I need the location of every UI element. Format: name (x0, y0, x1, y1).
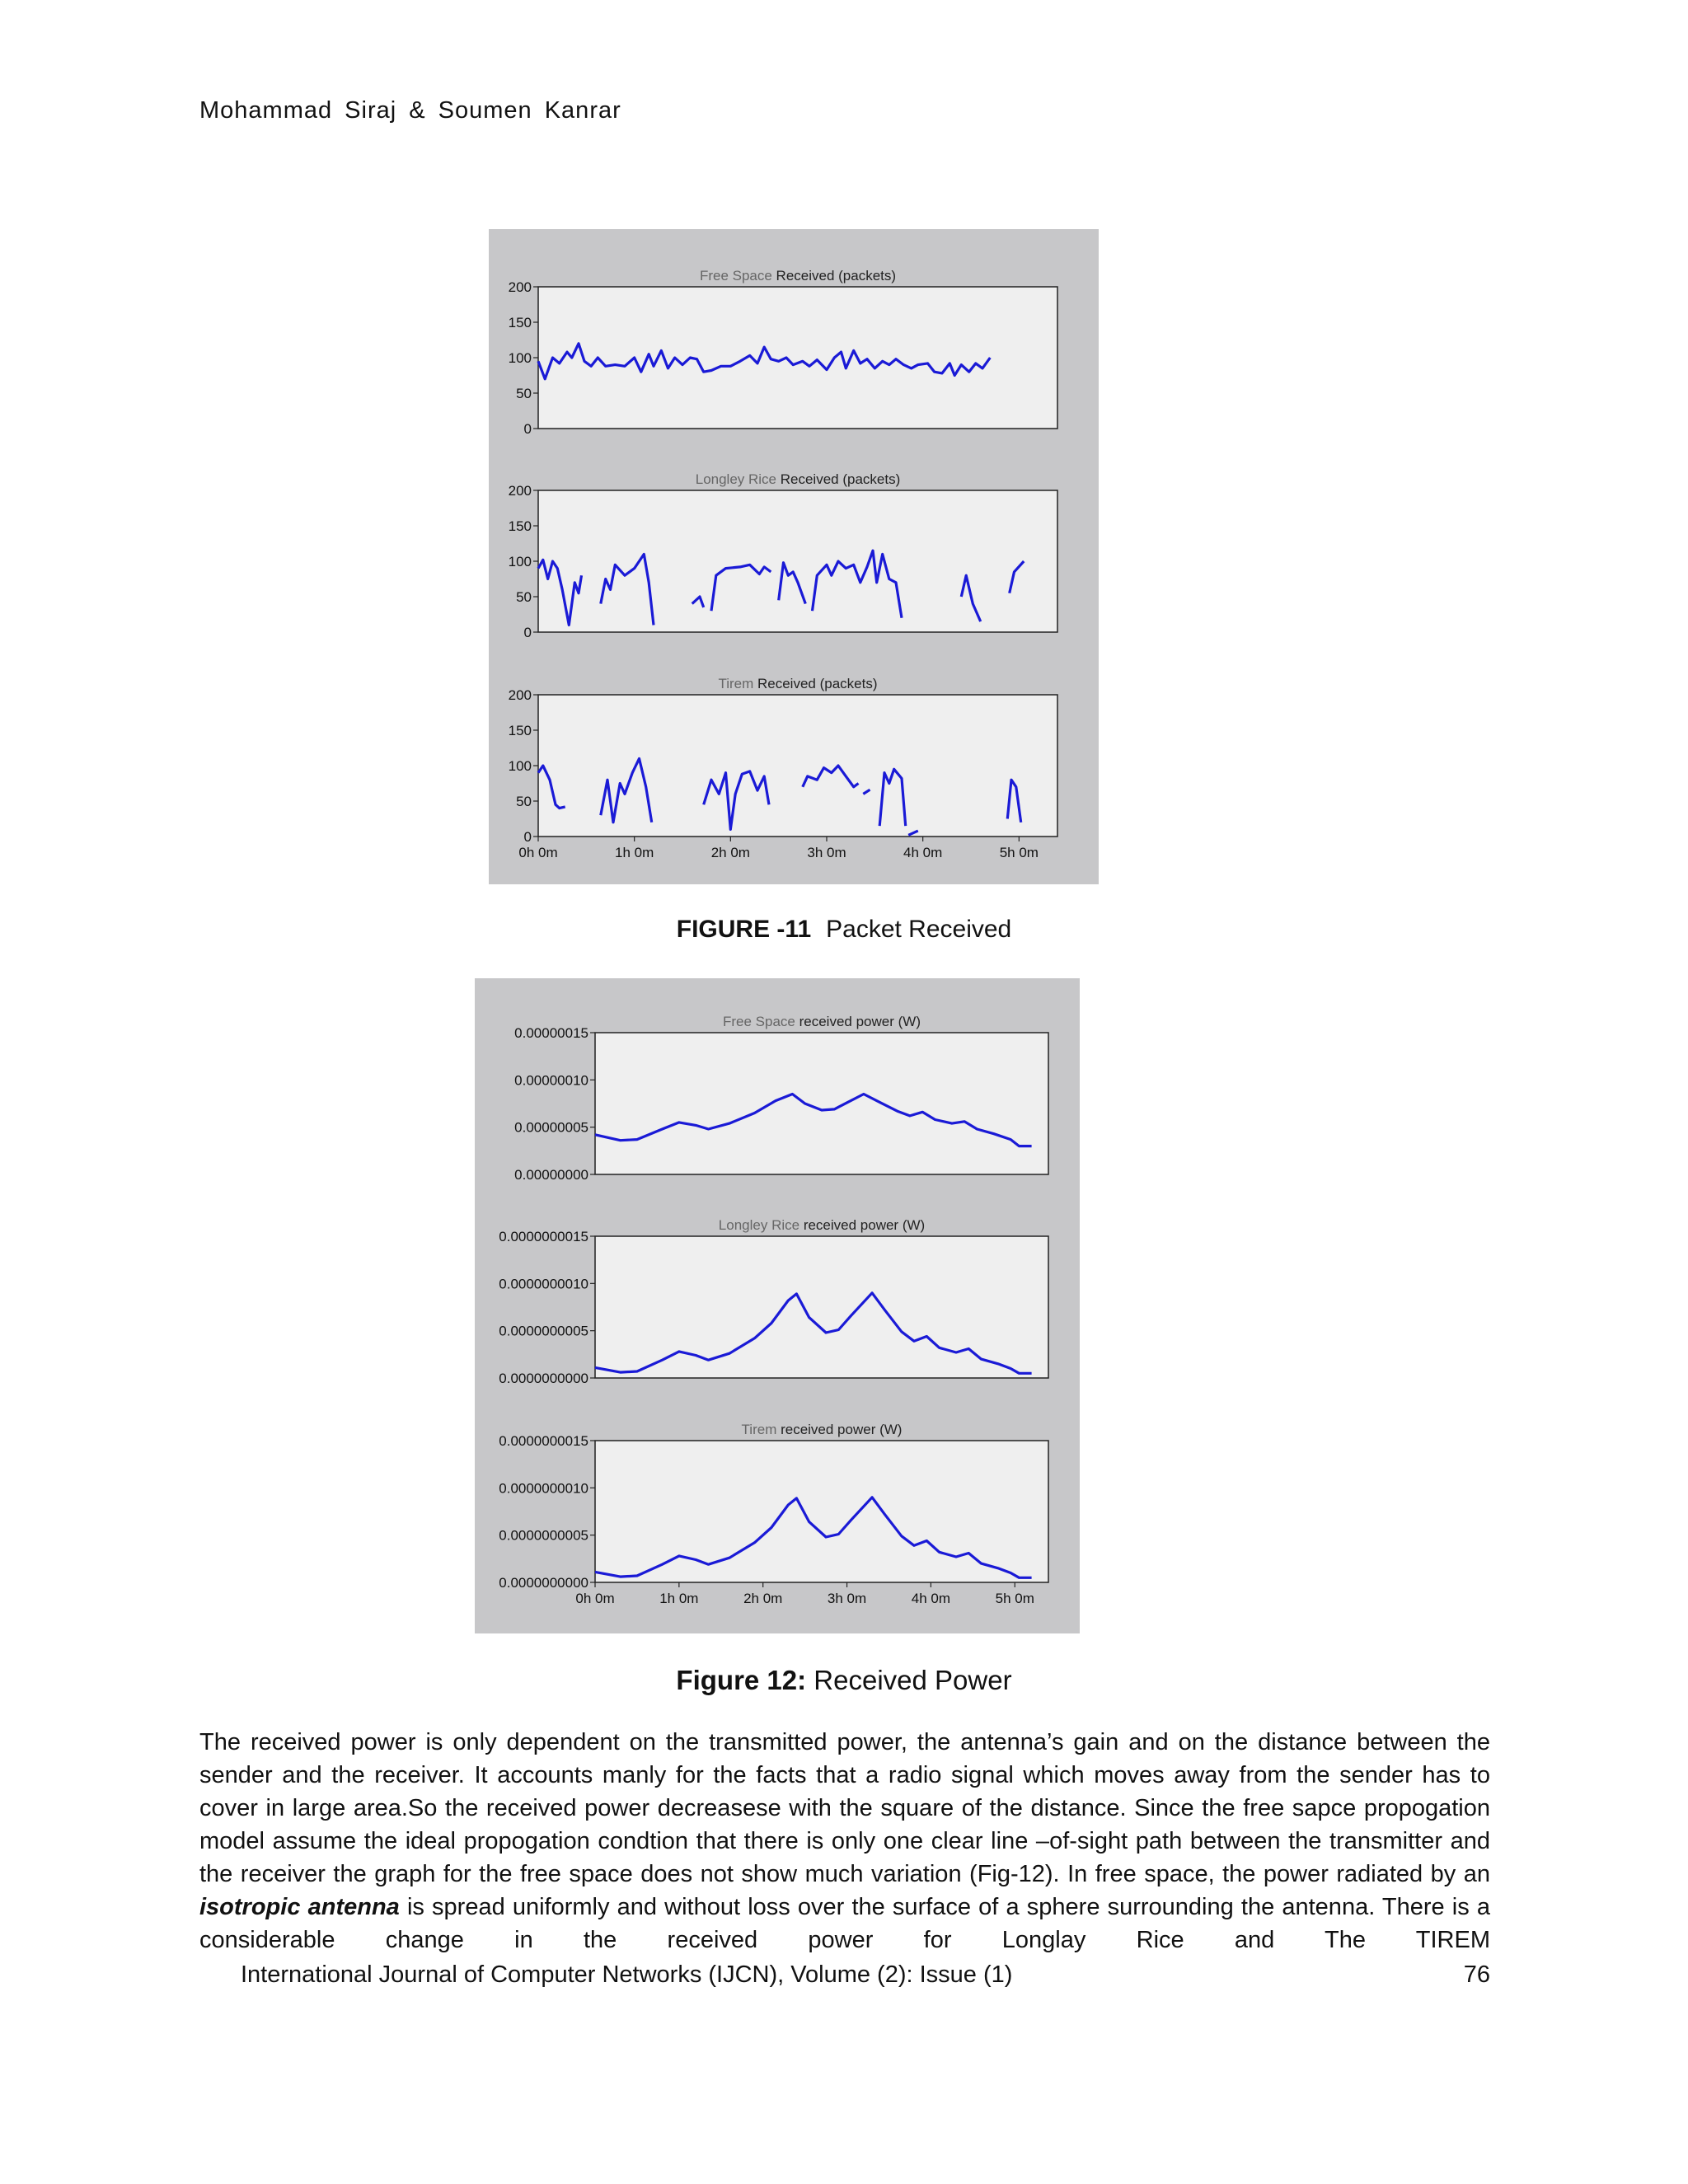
chart-title-text: received power (W) (803, 1217, 926, 1233)
chart-3 (514, 1014, 1048, 1183)
body-paragraph (199, 1726, 1490, 1957)
y-tick-label: 0 (523, 625, 532, 640)
y-tick-label: 100 (508, 758, 532, 774)
y-tick-label: 0.0000000015 (499, 1433, 588, 1449)
figure-11-caption-text: Packet Received (826, 916, 1012, 943)
x-tick-label: 2h 0m (743, 1591, 783, 1606)
plot-area (538, 695, 1057, 837)
chart-title-text: Received (packets) (780, 471, 901, 487)
chart-title (700, 268, 896, 284)
body-paragraph-text (199, 1726, 1490, 1957)
x-tick-label: 4h 0m (903, 845, 943, 860)
figure-12-charts (475, 978, 1080, 1633)
chart-model-name: Tirem (718, 676, 758, 691)
y-tick-label: 200 (508, 687, 532, 703)
y-tick-label: 50 (516, 794, 532, 809)
chart-title (742, 1422, 903, 1437)
body-text-part-1: The received power is only dependent on the transmitted power, the antenna’s gain and on the distance between the sender and the receiver. It accounts manly for the facts that a radio signal which moves away from the sender has to cover in large area.So the received power decreasese with the square of the distance. Since the free sapce propogation model assume the ideal propogation condtion that there is only one clear line –of-sight path between the transmitter and the receiver the graph for the free space does not show much variation (Fig-12). In free space, the power radiated by an (199, 1729, 1490, 1887)
chart-title (718, 676, 877, 691)
running-header-authors: Mohammad Siraj & Soumen Kanrar (199, 97, 621, 124)
y-tick-label: 0.0000000005 (499, 1527, 588, 1544)
chart-title (719, 1217, 925, 1233)
y-tick-label: 0.0000000000 (499, 1575, 588, 1591)
x-tick-label: 1h 0m (615, 845, 654, 860)
figure-11-caption (0, 916, 1688, 944)
y-tick-label: 0.00000000 (514, 1167, 588, 1183)
y-tick-label: 0.0000000005 (499, 1323, 588, 1339)
figure-12-caption-text: Received Power (814, 1665, 1012, 1695)
chart-model-name: Free Space (723, 1014, 799, 1029)
y-tick-label: 100 (508, 554, 532, 569)
chart-title (696, 471, 901, 487)
y-tick-label: 150 (508, 518, 532, 534)
figure-12-panel (475, 978, 1080, 1633)
y-tick-label: 0.0000000010 (499, 1480, 588, 1497)
plot-area (538, 287, 1057, 429)
y-tick-label: 200 (508, 483, 532, 499)
chart-model-name: Tirem (741, 1422, 781, 1437)
chart-model-name: Free Space (699, 268, 776, 284)
chart-5 (499, 1422, 1048, 1606)
figure-12-caption-label: Figure 12: (676, 1665, 807, 1695)
x-tick-label: 2h 0m (710, 845, 750, 860)
y-tick-label: 0.0000000000 (499, 1371, 588, 1386)
figure-12-caption (0, 1665, 1688, 1696)
chart-0 (509, 268, 1057, 437)
chart-title (723, 1014, 921, 1029)
y-tick-label: 150 (508, 723, 532, 738)
plot-area (538, 490, 1057, 632)
footer-journal: International Journal of Computer Networks (IJCN), Volume (2): Issue (1) (241, 1961, 1013, 1988)
chart-1 (509, 471, 1057, 640)
y-tick-label: 50 (516, 589, 532, 605)
x-tick-label: 3h 0m (827, 1591, 867, 1606)
y-tick-label: 0.00000005 (514, 1119, 588, 1136)
figure-11-panel (489, 229, 1099, 884)
plot-area (595, 1033, 1048, 1174)
chart-title-text: received power (W) (799, 1014, 921, 1029)
chart-2 (509, 676, 1057, 860)
x-tick-label: 1h 0m (659, 1591, 699, 1606)
page-footer (241, 1961, 1490, 1989)
figure-11-charts (489, 229, 1099, 884)
y-tick-label: 0.0000000015 (499, 1229, 588, 1244)
y-tick-label: 200 (508, 279, 532, 295)
chart-title-text: Received (packets) (776, 268, 897, 284)
chart-title-text: Received (packets) (757, 676, 878, 691)
chart-model-name: Longley Rice (695, 471, 781, 487)
plot-area (595, 1236, 1048, 1378)
y-tick-label: 150 (508, 315, 532, 330)
x-tick-label: 4h 0m (911, 1591, 951, 1606)
footer-page-number: 76 (1463, 1961, 1490, 1988)
x-tick-label: 3h 0m (807, 845, 846, 860)
y-tick-label: 0.00000010 (514, 1072, 588, 1089)
body-text-emphasis: isotropic antenna (199, 1894, 400, 1920)
chart-title-text: received power (W) (781, 1422, 903, 1437)
x-tick-label: 0h 0m (575, 1591, 615, 1606)
y-tick-label: 100 (508, 350, 532, 366)
y-tick-label: 0.00000015 (514, 1025, 588, 1041)
x-tick-label: 0h 0m (518, 845, 558, 860)
figure-11-caption-label: FIGURE -11 (676, 916, 812, 943)
y-tick-label: 0 (523, 421, 532, 437)
x-tick-label: 5h 0m (999, 845, 1039, 860)
y-tick-label: 0 (523, 829, 532, 845)
x-tick-label: 5h 0m (995, 1591, 1034, 1606)
body-text-part-2: is spread uniformly and without loss over the surface of a sphere surrounding the antenna. There is a considerable change in the received power for Longlay Rice and The TIREM (199, 1894, 1490, 1953)
chart-model-name: Longley Rice (718, 1217, 804, 1233)
y-tick-label: 50 (516, 386, 532, 401)
chart-4 (499, 1217, 1048, 1386)
y-tick-label: 0.0000000010 (499, 1276, 588, 1292)
plot-area (595, 1441, 1048, 1582)
